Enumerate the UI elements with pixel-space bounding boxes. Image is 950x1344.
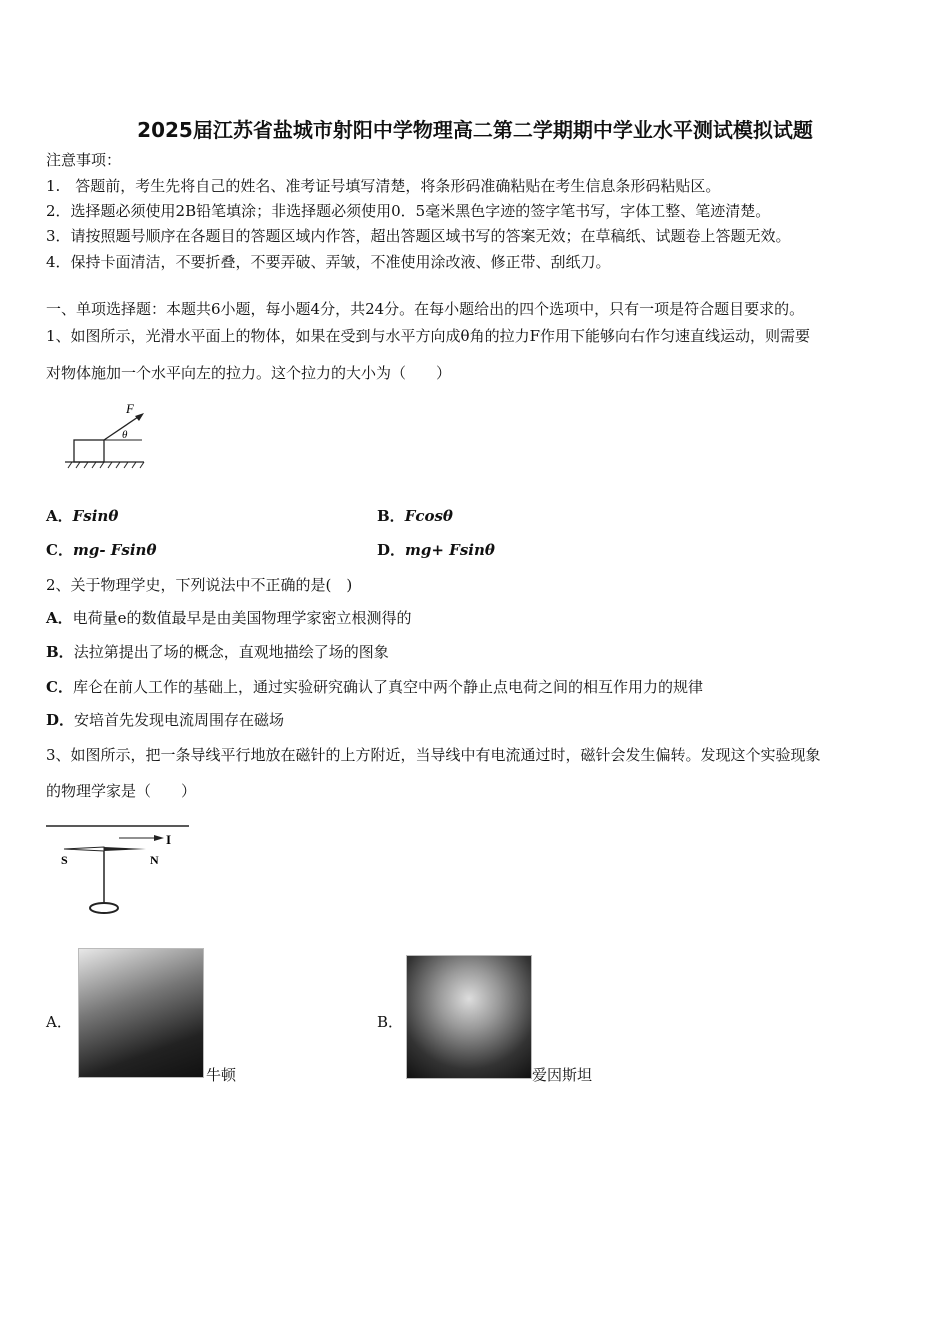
south-label: S (61, 853, 68, 867)
angle-label: θ (122, 429, 128, 441)
q2-option-a[interactable]: A．电荷量e的数值最早是由美国物理学家密立根测得的 (46, 609, 412, 627)
north-label: N (150, 853, 159, 867)
notice-heading: 注意事项： (46, 151, 122, 169)
q2-option-b[interactable]: B．法拉第提出了场的概念，直观地描绘了场的图象 (46, 643, 389, 661)
q1-option-b[interactable]: B．Fcosθ (377, 507, 453, 525)
q1-option-a[interactable]: A．Fsinθ (46, 507, 119, 525)
q1-option-d[interactable]: D．mg+ Fsinθ (377, 541, 495, 559)
page-title: 2025届江苏省盐城市射阳中学物理高二第二学期期中学业水平测试模拟试题 (137, 118, 813, 142)
q1-stem-cont: 对物体施加一个水平向左的拉力。这个拉力的大小为（ ） (46, 364, 452, 382)
q3-stem-cont: 的物理学家是（ ） (46, 782, 197, 800)
force-label: F (126, 401, 134, 416)
notice-item: 2．选择题必须使用2B铅笔填涂；非选择题必须使用0．5毫米黑色字迹的签字笔书写，字体工整、笔迹清楚。 (46, 202, 771, 220)
q3-option-b-letter[interactable]: B． (377, 1013, 404, 1031)
einstein-portrait (406, 955, 532, 1079)
q2-stem: 2、关于物理学史，下列说法中不正确的是( ) (46, 576, 353, 594)
q1-stem: 1、如图所示，光滑水平面上的物体，如果在受到与水平方向成θ角的拉力F作用下能够向右作匀速直线运动，则需要 (46, 327, 810, 345)
q3-option-a-caption[interactable]: 牛顿 (206, 1066, 237, 1084)
current-label: I (166, 832, 172, 847)
force-diagram (62, 398, 152, 470)
q3-option-a-letter[interactable]: A． (46, 1013, 72, 1031)
section-heading: 一、单项选择题：本题共6小题，每小题4分，共24分。在每小题给出的四个选项中，只有一项是符合题目要求的。 (46, 300, 805, 318)
notice-item: 1. 答题前，考生先将自己的姓名、准考证号填写清楚，将条形码准确粘贴在考生信息条形码粘贴区。 (46, 177, 721, 195)
compass-diagram (44, 820, 194, 920)
newton-portrait (78, 948, 204, 1078)
q2-option-c[interactable]: C．库仑在前人工作的基础上，通过实验研究确认了真空中两个静止点电荷之间的相互作用力的规律 (46, 678, 703, 696)
notice-item: 4．保持卡面清洁，不要折叠，不要弄破、弄皱，不准使用涂改液、修正带、刮纸刀。 (46, 253, 611, 271)
q3-stem: 3、如图所示，把一条导线平行地放在磁针的上方附近，当导线中有电流通过时，磁针会发生偏转。发现这个实验现象 (46, 746, 821, 764)
q1-option-c[interactable]: C．mg- Fsinθ (46, 541, 157, 559)
q3-option-b-caption[interactable]: 爱因斯坦 (532, 1066, 593, 1084)
q2-option-d[interactable]: D．安培首先发现电流周围存在磁场 (46, 711, 285, 729)
notice-item: 3．请按照题号顺序在各题目的答题区域内作答，超出答题区域书写的答案无效；在草稿纸、试题卷上答题无效。 (46, 227, 791, 245)
